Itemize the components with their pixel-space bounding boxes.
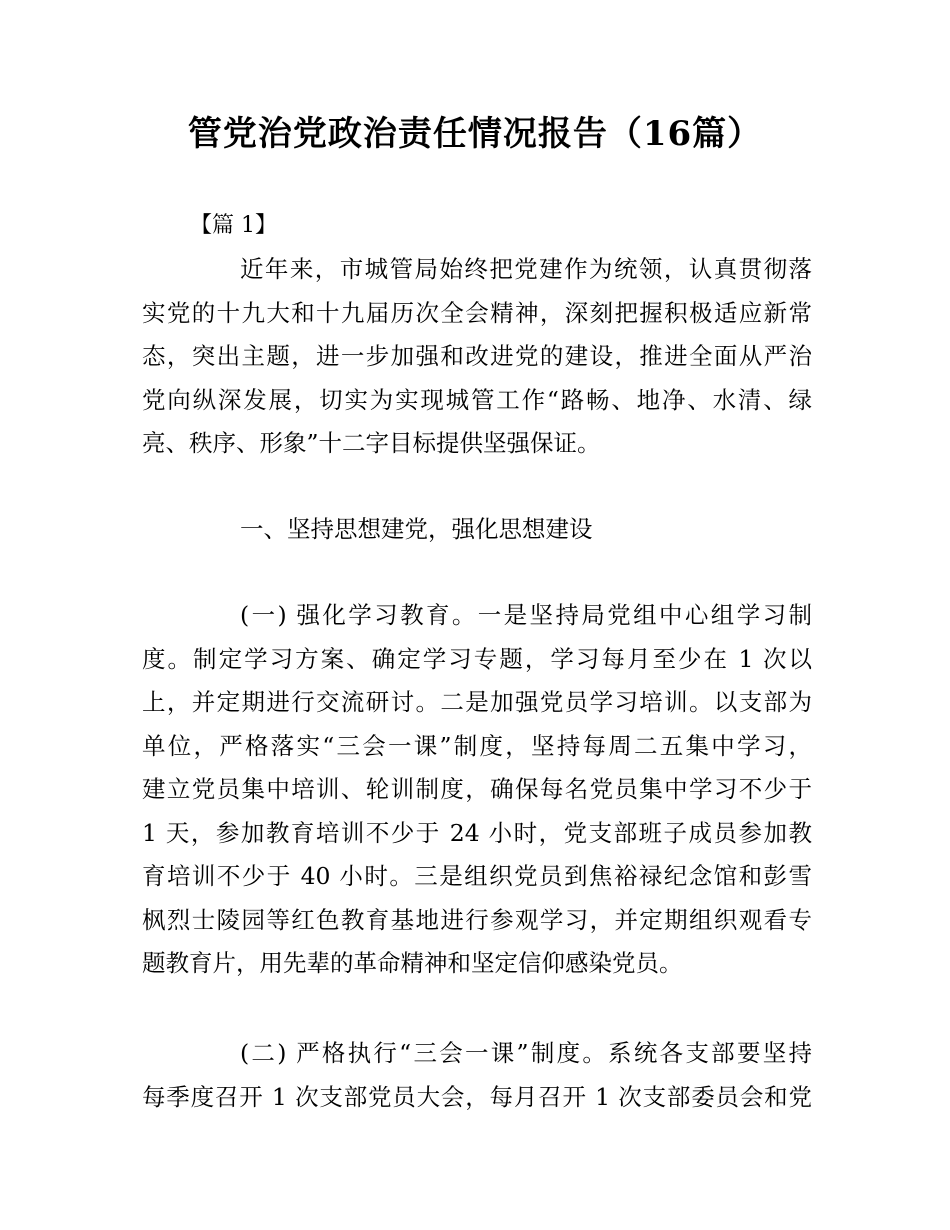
paragraph-line: 育培训不少于 40 小时。三是组织党员到焦裕禄纪念馆和彭雪	[142, 862, 812, 890]
paragraph-study-education	[142, 594, 812, 986]
paragraph-line: (一) 强化学习教育。一是坚持局党组中心组学习制	[240, 601, 812, 629]
paragraph-line: 近年来，市城管局始终把党建作为统领，认真贯彻落	[240, 255, 812, 283]
paragraph-line: 度。制定学习方案、确定学习专题，学习每月至少在 1 次以	[142, 644, 812, 673]
paragraph-line: 单位，严格落实“三会一课”制度，坚持每周二五集中学习，	[142, 731, 812, 760]
page-title: 管党治党政治责任情况报告（16篇）	[187, 114, 763, 154]
paragraph-line: 建立党员集中培训、轮训制度，确保每名党员集中学习不少于	[142, 775, 812, 803]
paragraph-line: 1 天，参加教育培训不少于 24 小时，党支部班子成员参加教	[142, 818, 812, 847]
paragraph-line: 枫烈士陵园等红色教育基地进行参观学习，并定期组织观看专	[142, 905, 812, 934]
paragraph-line: 党向纵深发展，切实为实现城管工作“路畅、地净、水清、绿	[142, 385, 812, 414]
paragraph-line: 上，并定期进行交流研讨。二是加强党员学习培训。以支部为	[142, 688, 812, 716]
paragraph-line: 亮、秩序、形象”十二字目标提供坚强保证。	[142, 429, 601, 457]
paragraph-line: (二) 严格执行“三会一课”制度。系统各支部要坚持	[240, 1039, 812, 1067]
paragraph-three-meetings	[142, 1032, 812, 1119]
paragraph-line: 态，突出主题，进一步加强和改进党的建设，推进全面从严治	[142, 342, 812, 370]
paragraph-intro	[142, 248, 812, 466]
paragraph-line: 每季度召开 1 次支部党员大会，每月召开 1 次支部委员会和党	[142, 1082, 812, 1111]
section-label: 【篇 1】	[190, 213, 277, 238]
paragraph-line: 实党的十九大和十九届历次全会精神，深刻把握积极适应新常	[142, 298, 812, 327]
paragraph-line: 题教育片，用先辈的革命精神和坚定信仰感染党员。	[142, 949, 683, 977]
section-heading: 一、坚持思想建党，强化思想建设	[240, 515, 593, 543]
